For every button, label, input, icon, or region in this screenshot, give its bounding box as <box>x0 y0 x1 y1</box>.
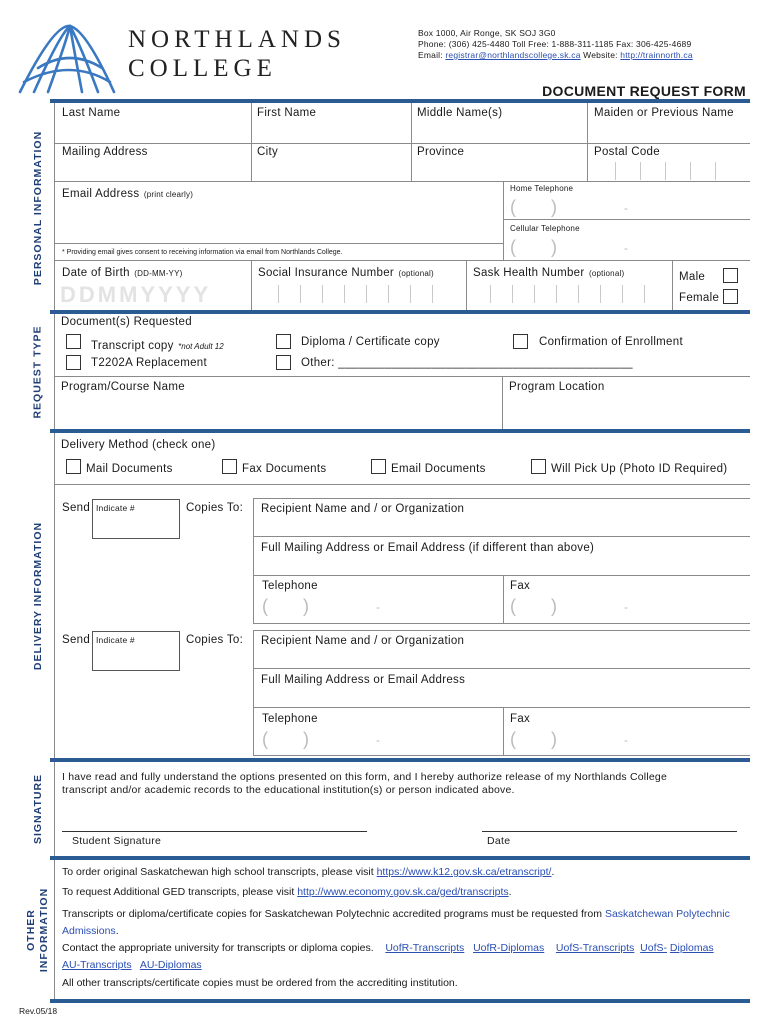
fax-label-1: Fax <box>510 580 531 592</box>
transcript-copy-checkbox[interactable] <box>66 334 81 349</box>
section-label-personal: PERSONAL INFORMATION <box>32 130 44 286</box>
postal-code-label: Postal Code <box>594 146 660 158</box>
telephone-area-code-1[interactable]: ( ) <box>262 596 309 616</box>
program-name-label: Program/Course Name <box>61 381 185 393</box>
request-band <box>50 429 750 433</box>
contact-phone: Phone: (306) 425-4480 Toll Free: 1-888-311-1185 Fax: 306-425-4689 <box>418 39 692 49</box>
indicate-copies-box-1[interactable]: Indicate # <box>92 499 180 539</box>
email-address-label: Email Address (print clearly) <box>62 188 194 200</box>
website-link[interactable]: http://trainnorth.ca <box>620 50 693 60</box>
uofr-diplomas-link[interactable]: UofR-Diplomas <box>473 942 545 954</box>
section-label-signature: SIGNATURE <box>32 773 44 845</box>
copies-to-label-2: Copies To: <box>186 634 244 646</box>
email-documents-label: Email Documents <box>391 463 486 475</box>
website-label: Website: <box>580 50 621 60</box>
female-checkbox[interactable] <box>723 289 738 304</box>
male-checkbox[interactable] <box>723 268 738 283</box>
uofs-diplomas-link-part1[interactable]: UofS- <box>640 942 667 954</box>
dob-label: Date of Birth (DD-MM-YY) <box>62 267 183 279</box>
other-info-line5: All other transcripts/certificate copies must be ordered from the accrediting institution. <box>62 977 458 989</box>
email-documents-checkbox[interactable] <box>371 459 386 474</box>
other-band <box>50 999 750 1003</box>
province-label: Province <box>417 146 465 158</box>
diploma-copy-checkbox[interactable] <box>276 334 291 349</box>
recipient-label-2: Recipient Name and / or Organization <box>261 635 465 647</box>
other-checkbox[interactable] <box>276 355 291 370</box>
pick-up-checkbox[interactable] <box>531 459 546 474</box>
telephone-area-code-2[interactable]: ( ) <box>262 729 309 749</box>
recipient-box-1 <box>253 498 750 624</box>
indicate-copies-box-2[interactable]: Indicate # <box>92 631 180 671</box>
transcript-copy-option: Transcript copy *not Adult 12 <box>91 340 224 352</box>
middle-names-label: Middle Name(s) <box>417 107 503 119</box>
mail-documents-label: Mail Documents <box>86 463 173 475</box>
cellular-telephone-label: Cellular Telephone <box>510 224 580 233</box>
send-label-1: Send <box>62 502 91 514</box>
t2202a-label: T2202A Replacement <box>91 357 207 369</box>
confirmation-checkbox[interactable] <box>513 334 528 349</box>
fax-area-code-1[interactable]: ( ) <box>510 596 557 616</box>
org-name-line2: COLLEGE <box>128 55 277 82</box>
college-logo <box>14 20 118 96</box>
telephone-label-1: Telephone <box>262 580 318 592</box>
delivery-method-label: Delivery Method (check one) <box>61 439 216 451</box>
home-phone-area-code[interactable]: ( ) <box>510 197 557 217</box>
sask-poly-link[interactable]: Saskatchewan <box>604 908 674 920</box>
dob-placeholder[interactable]: DDMMYYYY <box>60 282 212 307</box>
au-diplomas-link[interactable]: AU-Diplomas <box>139 959 202 971</box>
student-signature-line[interactable] <box>62 831 367 832</box>
male-label: Male <box>679 271 706 283</box>
pick-up-label: Will Pick Up (Photo ID Required) <box>551 463 728 475</box>
au-transcripts-link[interactable]: AU-Transcripts <box>62 959 132 971</box>
other-info-line2: To request Additional GED transcripts, please visit http://www.economy.gov.sk.ca/ged/transcripts. <box>62 886 512 898</box>
delivery-band <box>50 758 750 762</box>
full-address-label-1: Full Mailing Address or Email Address (if different than above) <box>261 542 595 554</box>
authorization-statement: I have read and fully understand the options presented on this form, and I hereby authorize release of my Northlands College transcript and/or academic records to the educational institution(s) or person indicated above. <box>62 771 667 796</box>
date-line[interactable] <box>482 831 737 832</box>
email-consent-note: * Providing email gives consent to receiving information via email from Northlands College. <box>62 249 343 256</box>
diploma-copy-label: Diploma / Certificate copy <box>301 336 440 348</box>
section-label-delivery: DELIVERY INFORMATION <box>32 521 44 670</box>
confirmation-label: Confirmation of Enrollment <box>539 336 683 348</box>
send-label-2: Send <box>62 634 91 646</box>
cell-phone-area-code[interactable]: ( ) <box>510 237 557 257</box>
copies-to-label-1: Copies To: <box>186 502 244 514</box>
sask-health-label: Sask Health Number (optional) <box>473 267 625 279</box>
section-label-request: REQUEST TYPE <box>32 324 45 419</box>
other-info-line4: Contact the appropriate university for transcripts or diploma copies. UofR-Transcripts UofR-Diplomas UofS-Transcripts UofS- Diplomas AU-Transcripts AU-Diplomas <box>62 942 714 971</box>
female-label: Female <box>679 292 720 304</box>
contact-email-line <box>418 50 693 60</box>
last-name-label: Last Name <box>62 107 121 119</box>
signature-band <box>50 856 750 860</box>
recipient-label-1: Recipient Name and / or Organization <box>261 503 465 515</box>
sask-poly-admissions-link[interactable]: Polytechnic Admissions <box>62 908 730 937</box>
uofr-transcripts-link[interactable]: UofR-Transcripts <box>385 942 465 954</box>
org-name-line1: NORTHLANDS <box>128 26 346 53</box>
other-label[interactable]: Other: ____________________________________________ <box>301 357 633 369</box>
program-location-label: Program Location <box>509 381 605 393</box>
uofs-transcripts-link[interactable]: UofS-Transcripts <box>555 942 635 954</box>
documents-requested-label: Document(s) Requested <box>61 316 192 328</box>
telephone-label-2: Telephone <box>262 713 318 725</box>
city-label: City <box>257 146 279 158</box>
student-signature-label: Student Signature <box>72 835 162 847</box>
section-label-other: OTHER INFORMATION <box>25 887 51 973</box>
fax-area-code-2[interactable]: ( ) <box>510 729 557 749</box>
mail-documents-checkbox[interactable] <box>66 459 81 474</box>
revision-label: Rev.05/18 <box>19 1006 58 1016</box>
date-label: Date <box>487 835 511 847</box>
t2202a-checkbox[interactable] <box>66 355 81 370</box>
home-telephone-label: Home Telephone <box>510 184 574 193</box>
contact-address: Box 1000, Air Ronge, SK SOJ 3G0 <box>418 28 556 38</box>
email-label: Email: <box>418 50 446 60</box>
maiden-name-label: Maiden or Previous Name <box>594 107 734 119</box>
full-address-label-2: Full Mailing Address or Email Address <box>261 674 466 686</box>
ged-transcript-link[interactable]: http://www.economy.gov.sk.ca/ged/transcripts <box>297 886 509 898</box>
email-link[interactable]: registrar@northlandscollege.sk.ca <box>445 50 581 60</box>
sin-label: Social Insurance Number (optional) <box>258 267 434 279</box>
fax-label-2: Fax <box>510 713 531 725</box>
other-info-line3: Transcripts or diploma/certificate copies for Saskatchewan Polytechnic accredited programs must be requested from Saskatchewan Polytechnic Admissions. <box>62 908 730 937</box>
fax-documents-checkbox[interactable] <box>222 459 237 474</box>
uofs-diplomas-link-part2[interactable]: Diplomas <box>669 942 714 954</box>
first-name-label: First Name <box>257 107 317 119</box>
mailing-address-label: Mailing Address <box>62 146 148 158</box>
fax-documents-label: Fax Documents <box>242 463 327 475</box>
recipient-box-2 <box>253 630 750 756</box>
other-info-line1: To order original Saskatchewan high school transcripts, please visit https://www.k12.gov.sk.ca/etranscript/. <box>62 866 555 878</box>
personal-band <box>50 310 750 314</box>
header-band <box>50 99 750 103</box>
form-title: DOCUMENT REQUEST FORM <box>542 83 746 99</box>
k12-transcript-link[interactable]: https://www.k12.gov.sk.ca/etranscript/ <box>376 866 552 878</box>
